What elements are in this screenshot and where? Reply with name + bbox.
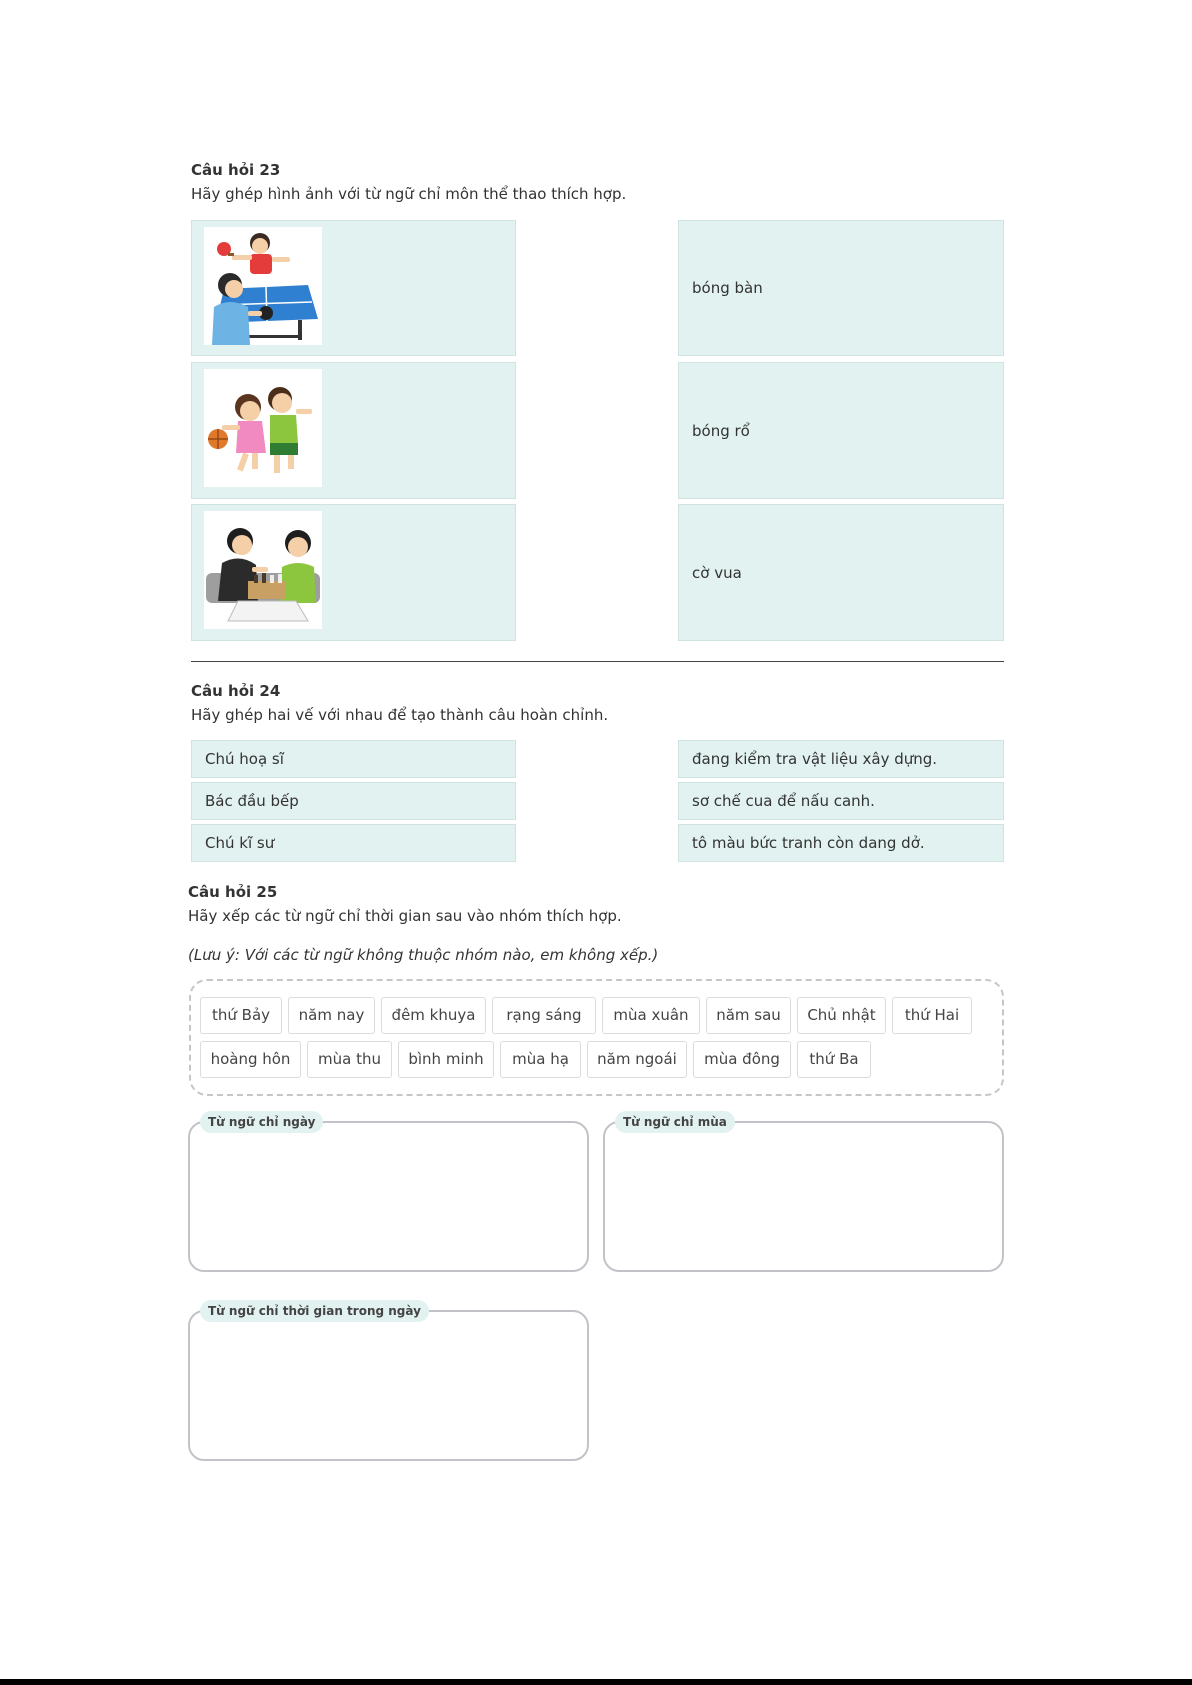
q24-right-item-2[interactable] [678,782,1004,820]
word-chip[interactable]: thứ Ba [797,1041,871,1078]
bottom-edge-bar [0,1679,1192,1685]
q24-left-label: Bác đầu bếp [205,792,299,810]
table-tennis-icon [204,227,322,345]
q23-right-label: bóng bàn [692,279,763,297]
q24-left-label: Chú hoạ sĩ [205,750,284,768]
q24-right-label: đang kiểm tra vật liệu xây dựng. [692,750,938,768]
q23-left-item-1[interactable] [191,220,516,356]
q25-prompt: Hãy xếp các từ ngữ chỉ thời gian sau vào nhóm thích hợp. [188,907,622,925]
q23-right-item-2[interactable] [678,362,1004,499]
q23-right-label: bóng rổ [692,421,750,440]
q24-right-item-3[interactable] [678,824,1004,862]
drop-zone-days[interactable] [188,1115,589,1272]
q24-left-item-1[interactable] [191,740,516,778]
word-chip[interactable]: đêm khuya [381,997,486,1034]
word-pool [189,979,1004,1096]
q24-title: Câu hỏi 24 [191,682,281,700]
word-chip[interactable]: năm ngoái [587,1041,687,1078]
chess-icon [204,511,322,629]
drop-zone-label: Từ ngữ chỉ ngày [200,1111,323,1133]
q23-right-item-3[interactable] [678,504,1004,641]
word-chip[interactable]: Chủ nhật [797,997,886,1034]
word-chip[interactable]: năm nay [288,997,375,1034]
word-chip[interactable]: mùa đông [693,1041,791,1078]
drop-zone-label: Từ ngữ chỉ thời gian trong ngày [200,1300,429,1322]
q23-prompt: Hãy ghép hình ảnh với từ ngữ chỉ môn thể thao thích hợp. [191,185,627,203]
word-chip[interactable]: mùa thu [307,1041,392,1078]
drop-zone-time-of-day[interactable] [188,1304,589,1461]
q23-title: Câu hỏi 23 [191,161,281,179]
word-chip[interactable]: năm sau [706,997,791,1034]
q25-title: Câu hỏi 25 [188,883,278,901]
drop-zone-seasons[interactable] [603,1115,1004,1272]
word-chip[interactable]: thứ Bảy [200,997,282,1034]
q25-note: (Lưu ý: Với các từ ngữ không thuộc nhóm nào, em không xếp.) [188,946,659,964]
word-chip[interactable]: thứ Hai [892,997,972,1034]
q24-prompt: Hãy ghép hai vế với nhau để tạo thành câu hoàn chỉnh. [191,706,609,724]
word-chip[interactable]: bình minh [398,1041,494,1078]
word-chip[interactable]: mùa xuân [602,997,700,1034]
q24-right-item-1[interactable] [678,740,1004,778]
q24-right-label: sơ chế cua để nấu canh. [692,792,875,810]
section-divider [191,661,1004,662]
word-chip[interactable]: hoàng hôn [200,1041,301,1078]
q24-left-item-2[interactable] [191,782,516,820]
word-chip[interactable]: rạng sáng [492,997,596,1034]
q24-right-label: tô màu bức tranh còn dang dở. [692,834,925,852]
q23-left-item-2[interactable] [191,362,516,499]
q23-right-item-1[interactable] [678,220,1004,356]
drop-zone-label: Từ ngữ chỉ mùa [615,1111,735,1133]
q23-right-label: cờ vua [692,563,742,582]
q24-left-label: Chú kĩ sư [205,834,275,852]
basketball-icon [204,369,322,487]
word-chip[interactable]: mùa hạ [500,1041,581,1078]
q24-left-item-3[interactable] [191,824,516,862]
q23-left-item-3[interactable] [191,504,516,641]
